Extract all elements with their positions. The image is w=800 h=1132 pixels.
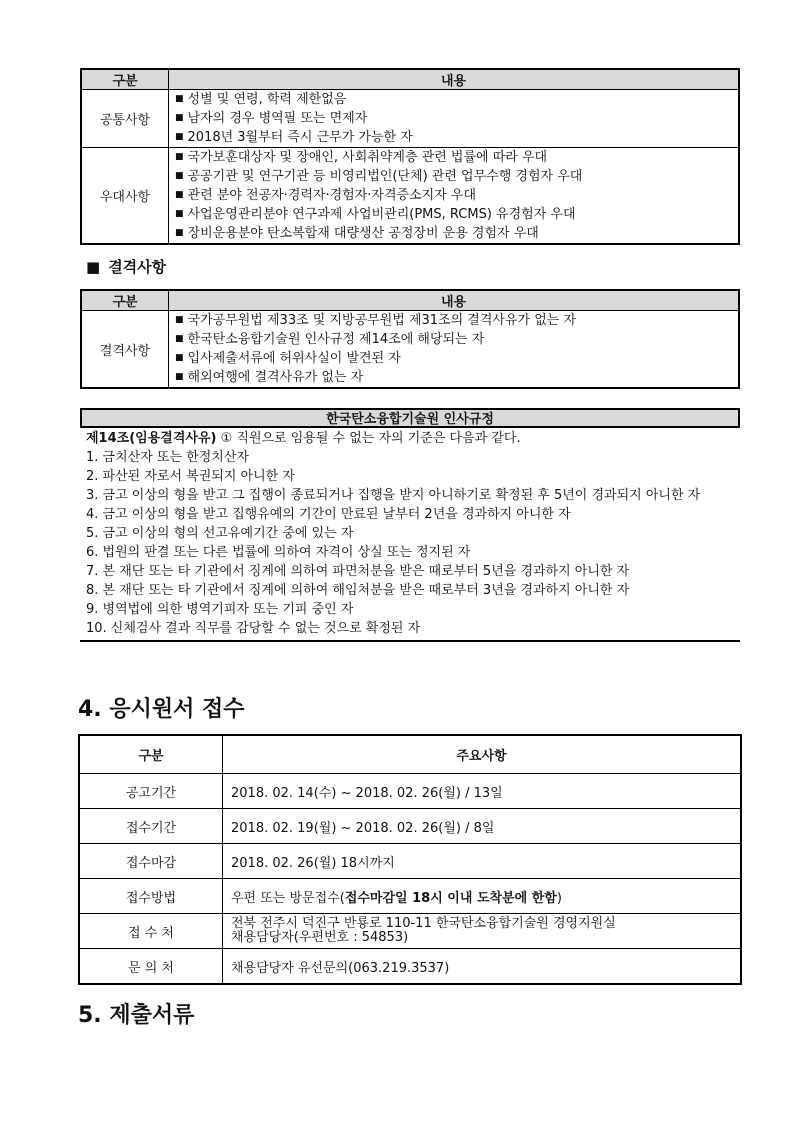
list-item: 8. 본 재단 또는 타 기관에서 징계에 의하여 해임처분을 받은 때로부터 3년을 경과하지 아니한 자 [86, 583, 630, 598]
regulation-title: 한국탄소융합기술원 인사규정 [80, 408, 740, 428]
section-4-title: 4. 응시원서 접수 [78, 697, 245, 722]
row-content [169, 311, 740, 389]
list-item: ■ 2018년 3월부터 즉시 근무가 가능한 자 [175, 128, 732, 147]
list-item: 9. 병역법에 의한 병역기피자 또는 기피 중인 자 [86, 602, 354, 617]
list-item: ■ 공공기관 및 연구기관 등 비영리법인(단체) 관련 업무수행 경험자 우대 [175, 167, 732, 186]
list-item: ■ 사업운영관리분야 연구과제 사업비관리(PMS, RCMS) 유경험자 우대 [175, 205, 732, 224]
list-item: 3. 금고 이상의 형을 받고 그 집행이 종료되거나 집행을 받지 아니하기로 확정된 후 5년이 경과되지 아니한 자 [86, 488, 701, 503]
table-row [81, 148, 739, 245]
list-item: 4. 금고 이상의 형을 받고 집행유예의 기간이 만료된 날부터 2년을 경과하지 아니한 자 [86, 507, 571, 522]
row-value: 2018. 02. 26(월) 18시까지 [223, 844, 742, 879]
application-table [78, 734, 742, 985]
regulation-body [80, 429, 740, 642]
header-category: 구분 [79, 735, 223, 774]
address-line: 채용담당자(우편번호 : 54853) [231, 930, 409, 945]
disqualification-table [80, 289, 740, 389]
list-item: 5. 금고 이상의 형의 선고유예기간 중에 있는 자 [86, 526, 354, 541]
row-value: 2018. 02. 19(월) ~ 2018. 02. 26(월) / 8일 [223, 809, 742, 844]
list-item: ■ 장비운용분야 탄소복합재 대량생산 공정장비 운용 경험자 우대 [175, 224, 732, 243]
article-intro: ① 직원으로 임용될 수 없는 자의 기준은 다음과 같다. [220, 431, 521, 446]
row-category: 우대사항 [81, 148, 169, 245]
row-value [223, 914, 742, 949]
row-key: 접수기간 [79, 809, 223, 844]
list-item: ■ 한국탄소융합기술원 인사규정 제14조에 해당되는 자 [175, 330, 732, 349]
list-item: 10. 신체검사 결과 직무를 감당할 수 없는 것으로 확정된 자 [86, 621, 421, 636]
list-item: ■ 국가공무원법 제33조 및 지방공무원법 제31조의 결격사유가 없는 자 [175, 311, 732, 330]
list-item: ■ 남자의 경우 병역필 또는 면제자 [175, 109, 732, 128]
list-item: ■ 성별 및 연령, 학력 제한없음 [175, 90, 732, 109]
list-item: 1. 금치산자 또는 한정치산자 [86, 450, 249, 465]
article-line [86, 429, 736, 448]
method-text: 우편 또는 방문접수( [231, 890, 345, 906]
table-row [79, 809, 741, 844]
list-item: 2. 파산된 자로서 복권되지 아니한 자 [86, 469, 295, 484]
header-content: 내용 [169, 69, 740, 90]
qualification-table [80, 68, 740, 245]
row-content [169, 148, 740, 245]
table-row [79, 844, 741, 879]
header-content: 내용 [169, 290, 740, 311]
row-content [169, 90, 740, 148]
list-item: 7. 본 재단 또는 타 기관에서 징계에 의하여 파면처분을 받은 때로부터 5년을 경과하지 아니한 자 [86, 564, 630, 579]
method-close: ) [556, 890, 562, 906]
header-content: 주요사항 [223, 735, 742, 774]
section-5-title: 5. 제출서류 [78, 1003, 195, 1028]
heading-text: 결격사항 [108, 258, 167, 276]
table-header-row [79, 735, 741, 774]
row-key: 접수방법 [79, 879, 223, 914]
row-key: 공고기간 [79, 774, 223, 809]
section-heading [86, 256, 166, 277]
row-value [223, 879, 742, 914]
row-value: 2018. 02. 14(수) ~ 2018. 02. 26(월) / 13일 [223, 774, 742, 809]
row-key: 문 의 처 [79, 949, 223, 985]
list-item: ■ 해외여행에 결격사유가 없는 자 [175, 368, 732, 387]
list-item: ■ 관련 분야 전공자·경력자·경험자·자격증소지자 우대 [175, 186, 732, 205]
table-row [79, 949, 741, 985]
row-key: 접수마감 [79, 844, 223, 879]
row-value: 채용담당자 유선문의(063.219.3537) [223, 949, 742, 985]
header-category: 구분 [81, 69, 169, 90]
table-header-row [81, 69, 739, 90]
header-category: 구분 [81, 290, 169, 311]
address-line: 전북 전주시 덕진구 반룡로 110-11 한국탄소융합기술원 경영지원실 [231, 916, 616, 931]
list-item: ■ 입사제출서류에 허위사실이 발견된 자 [175, 349, 732, 368]
table-header-row [81, 290, 739, 311]
article-label: 제14조(임용결격사유) [86, 431, 217, 446]
table-row [81, 90, 739, 148]
table-row [79, 774, 741, 809]
square-bullet-icon: ■ [86, 258, 101, 276]
list-item: 6. 법원의 판결 또는 다른 법률에 의하여 자격이 상실 또는 정지된 자 [86, 545, 471, 560]
row-category: 공통사항 [81, 90, 169, 148]
table-row [81, 311, 739, 389]
method-emphasis: 접수마감일 18시 이내 도착분에 한함 [344, 890, 557, 906]
table-row [79, 879, 741, 914]
list-item: ■ 국가보훈대상자 및 장애인, 사회취약계층 관련 법률에 따라 우대 [175, 148, 732, 167]
row-category: 결격사항 [81, 311, 169, 389]
table-row [79, 914, 741, 949]
row-key: 접 수 처 [79, 914, 223, 949]
